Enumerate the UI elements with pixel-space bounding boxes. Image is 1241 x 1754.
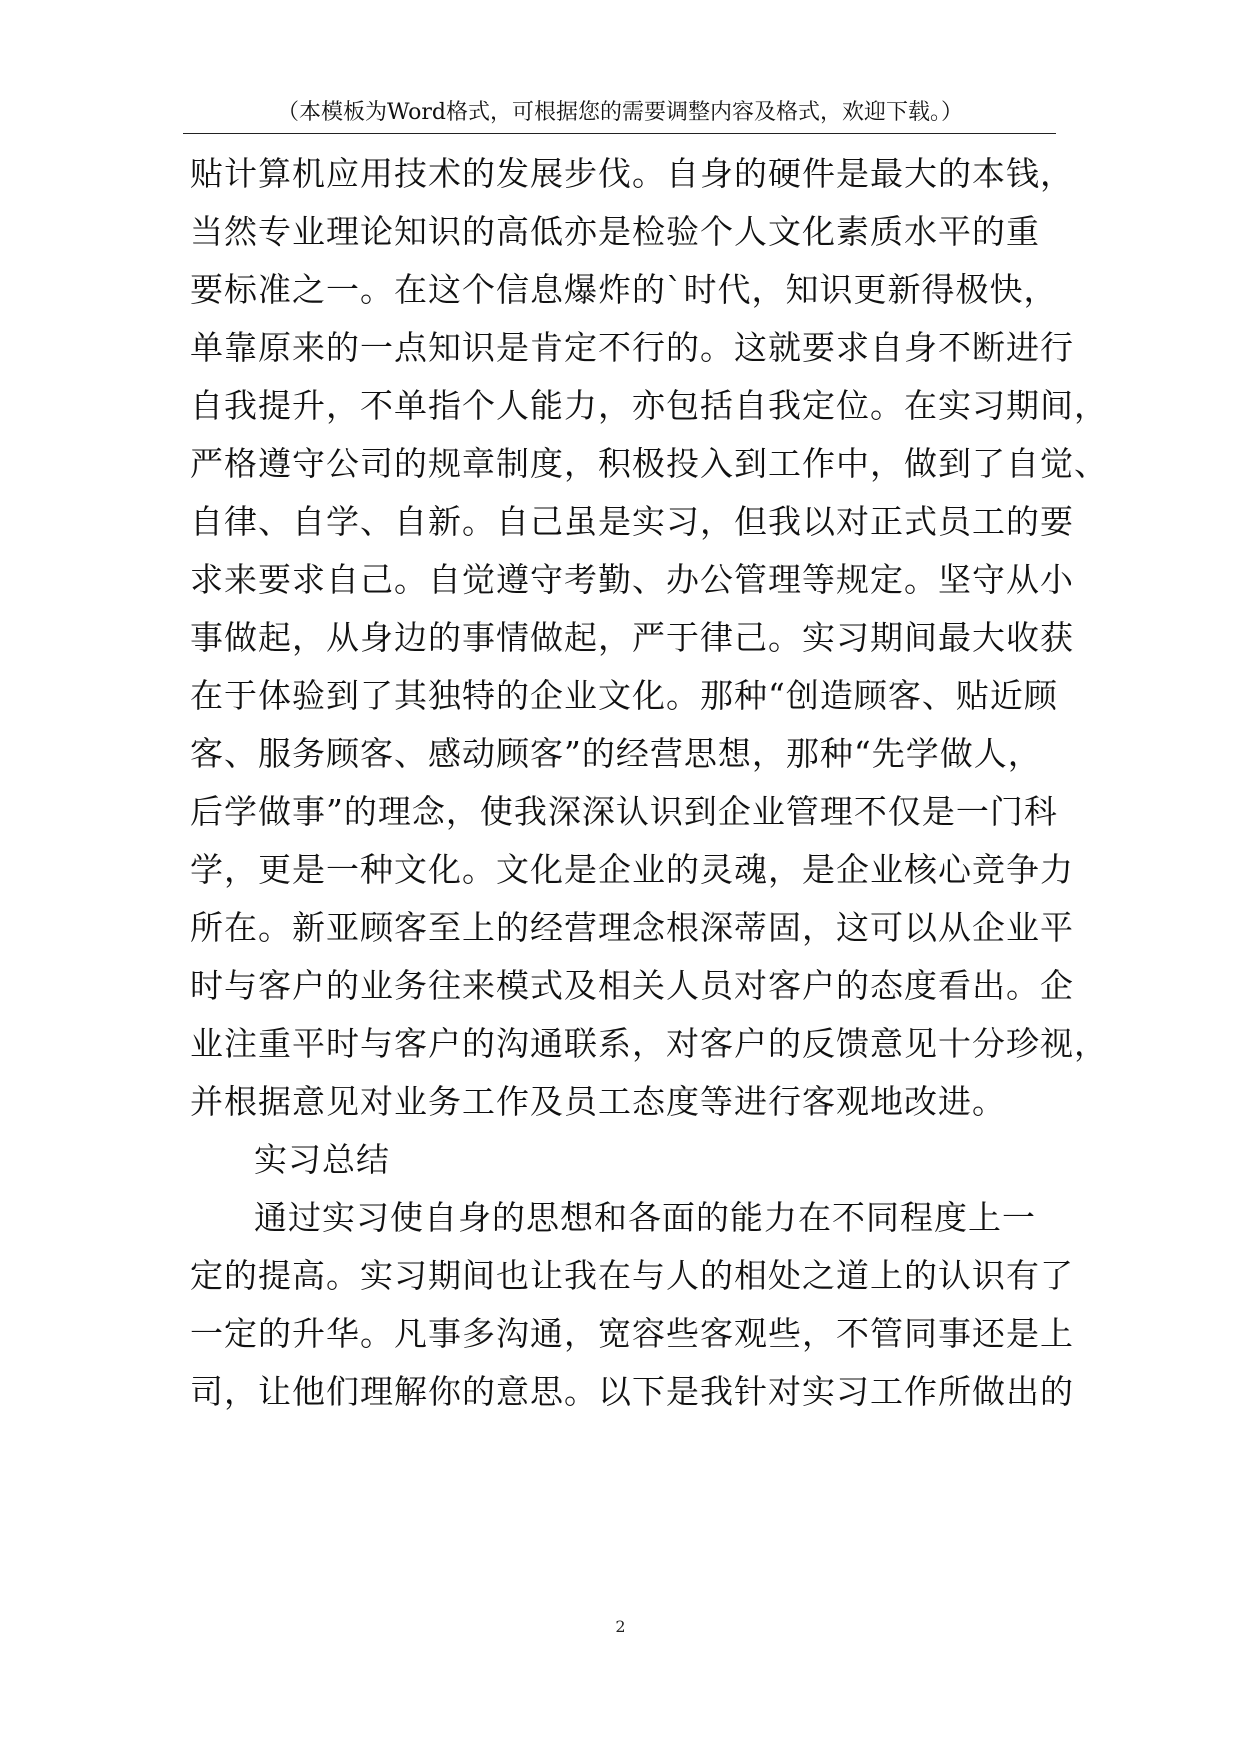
body-line: 在于体验到了其独特的企业文化。那种“创造顾客、贴近顾 — [190, 676, 1058, 715]
body-line: 自我提升，不单指个人能力，亦包括自我定位。在实习期间， — [190, 386, 1108, 425]
page-number: 2 — [615, 1617, 626, 1636]
body-line: 后学做事”的理念，使我深深认识到企业管理不仅是一门科 — [190, 792, 1058, 831]
body-line: 时与客户的业务往来模式及相关人员对客户的态度看出。企 — [190, 966, 1074, 1005]
body-line: 客、服务顾客、感动顾客”的经营思想，那种“先学做人， — [190, 734, 1042, 773]
body-line: 自律、自学、自新。自己虽是实习，但我以对正式员工的要 — [190, 502, 1074, 541]
body-line: 求来要求自己。自觉遵守考勤、办公管理等规定。坚守从小 — [190, 560, 1074, 599]
body-line: 贴计算机应用技术的发展步伐。自身的硬件是最大的本钱， — [190, 154, 1074, 193]
body-line: 定的提高。实习期间也让我在与人的相处之道上的认识有了 — [190, 1256, 1074, 1295]
section-heading: 实习总结 — [254, 1140, 390, 1179]
body-line: 严格遵守公司的规章制度，积极投入到工作中，做到了自觉、 — [190, 444, 1108, 483]
body-line: 一定的升华。凡事多沟通，宽容些客观些，不管同事还是上 — [190, 1314, 1074, 1353]
body-line: 单靠原来的一点知识是肯定不行的。这就要求自身不断进行 — [190, 328, 1074, 367]
body-line: 当然专业理论知识的高低亦是检验个人文化素质水平的重 — [190, 212, 1040, 251]
body-line: 通过实习使自身的思想和各面的能力在不同程度上一 — [254, 1198, 1036, 1237]
body-line: 事做起，从身边的事情做起，严于律己。实习期间最大收获 — [190, 618, 1074, 657]
body-line: 要标准之一。在这个信息爆炸的`时代，知识更新得极快， — [190, 270, 1058, 309]
body-line: 所在。新亚顾客至上的经营理念根深蒂固，这可以从企业平 — [190, 908, 1074, 947]
body-line: 司，让他们理解你的意思。以下是我针对实习工作所做出的 — [190, 1372, 1074, 1411]
body-line: 业注重平时与客户的沟通联系，对客户的反馈意见十分珍视， — [190, 1024, 1108, 1063]
body-line: 并根据意见对业务工作及员工态度等进行客观地改进。 — [190, 1082, 1006, 1121]
body-line: 学，更是一种文化。文化是企业的灵魂，是企业核心竞争力 — [190, 850, 1074, 889]
template-header-note: （本模板为Word格式，可根据您的需要调整内容及格式，欢迎下载。） — [277, 100, 963, 125]
